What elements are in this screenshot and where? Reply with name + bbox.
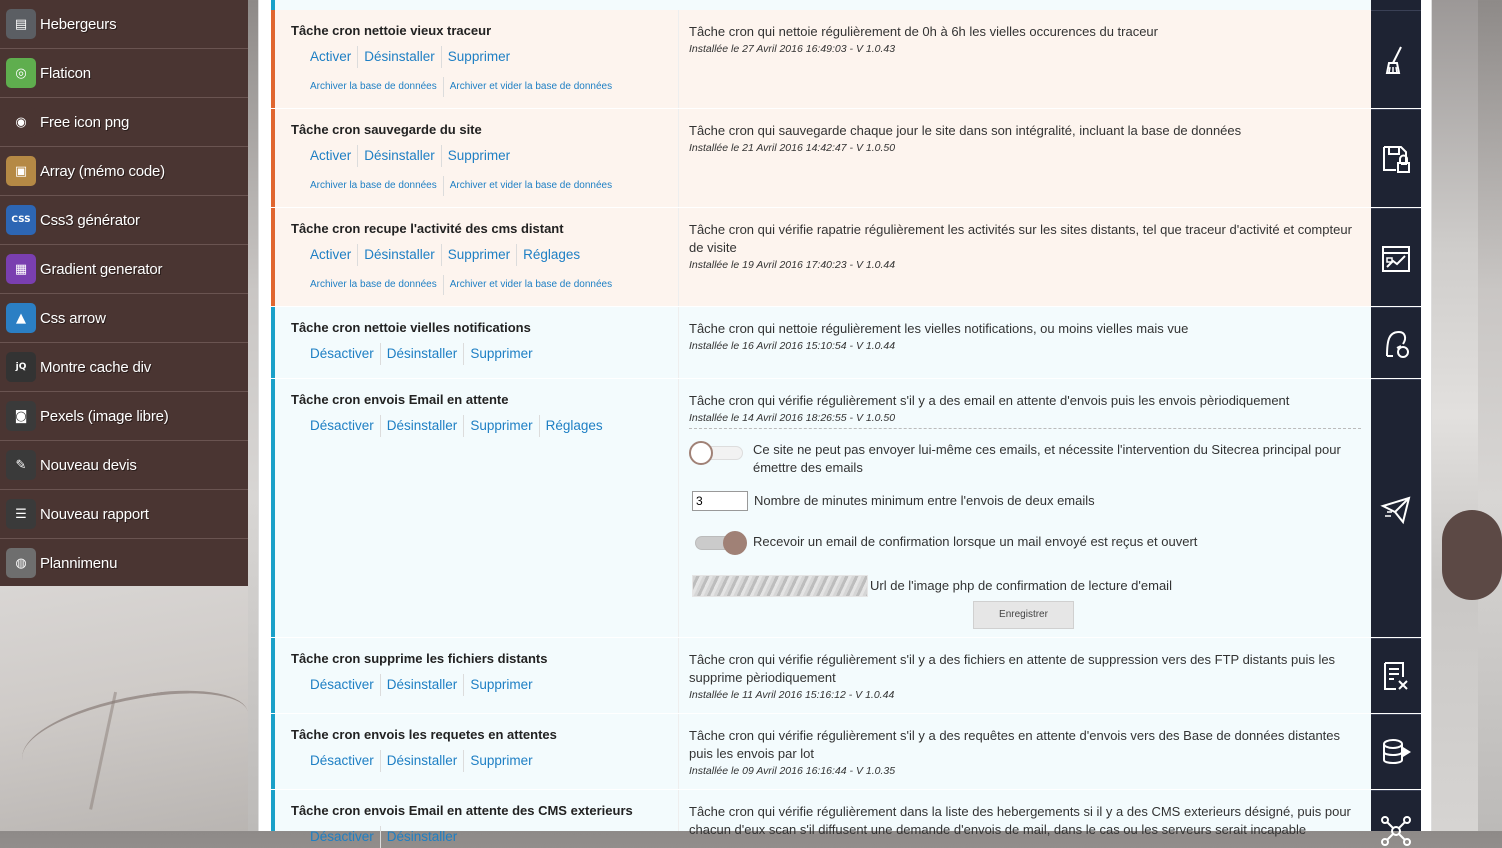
task-install-info: Installée le 27 Avril 2016 16:49:03 - V 1.0.43: [689, 43, 896, 55]
task-info: [679, 638, 1371, 713]
task-side-column: [1371, 307, 1421, 378]
task-title: Tâche cron nettoie vielles notifications: [291, 320, 531, 335]
task-actions: [271, 10, 679, 108]
task-supprimer-link[interactable]: Supprimer: [463, 750, 538, 772]
task-title: Tâche cron nettoie vieux traceur: [291, 23, 492, 38]
task-description: Tâche cron qui vérifie rapatrie régulièrement les activités sur les sites distants, tel que traceur d'activité et compteur de visite: [689, 222, 1352, 255]
task-links: [304, 343, 678, 365]
task-side-column: [1371, 109, 1421, 207]
confirmation-label: Recevoir un email de confirmation lorsque un mail envoyé est reçus et ouvert: [753, 534, 1198, 549]
save-button[interactable]: Enregistrer: [973, 601, 1074, 629]
task-row: [271, 790, 1421, 844]
broom-icon: [1379, 43, 1413, 77]
task-description: Tâche cron qui nettoie régulièrement les vielles notifications, ou moins vielles mais vue: [689, 321, 1189, 336]
self-send-label: Ce site ne peut pas envoyer lui-même ces emails, et nécessite l'intervention du Sitecrea principal pour émettre des emails: [753, 442, 1341, 475]
task-archive-links: [304, 176, 678, 196]
task-desinstaller-link[interactable]: Désinstaller: [380, 750, 464, 772]
task-description: Tâche cron qui vérifie régulièrement dans la liste des hebergements si il y a des CMS exterieurs désigné, puis pour chacun d'eux scan s'il diffusent une demande d'envois de mail, dans le cas ou les serveurs serait incapable: [689, 804, 1351, 837]
task-install-info: Installée le 16 Avril 2016 15:10:54 - V 1.0.44: [689, 340, 896, 352]
archive-and-clear-db-link[interactable]: Archiver et vider la base de données: [443, 176, 618, 196]
vacuum-icon: [1379, 326, 1413, 360]
jquery-icon: jQ: [6, 352, 36, 382]
database-send-icon: [1379, 735, 1413, 769]
task-desactiver-link[interactable]: Désactiver: [310, 829, 374, 844]
task-archive-links: [304, 77, 678, 97]
task-description: Tâche cron qui sauvegarde chaque jour le site dans son intégralité, incluant la base de données: [689, 123, 1242, 138]
task-links: [304, 674, 678, 696]
task-title: Tâche cron envois les requetes en attentes: [291, 727, 557, 742]
task-description: Tâche cron qui vérifie régulièrement s'il y a des requêtes en attente d'envois vers des Base de données distantes puis les envois par lot: [689, 728, 1341, 761]
task-actions: [271, 790, 679, 844]
sidebar-item-pexels-image-libre[interactable]: [0, 392, 248, 441]
task-title: Tâche cron recupe l'activité des cms distant: [291, 221, 564, 236]
task-desactiver-link[interactable]: Désactiver: [310, 753, 374, 768]
task-reglages-link[interactable]: Réglages: [516, 244, 586, 266]
arrow-up-icon: ▲: [6, 303, 36, 333]
task-reglages-link[interactable]: Réglages: [539, 415, 609, 437]
task-actions: [271, 307, 679, 378]
task-row: [271, 307, 1421, 378]
sidebar-item-css-arrow[interactable]: [0, 294, 248, 343]
sidebar-item-gradient-generator[interactable]: [0, 245, 248, 294]
task-supprimer-link[interactable]: Supprimer: [441, 244, 516, 266]
task-desinstaller-link[interactable]: Désinstaller: [380, 826, 464, 848]
task-side-column: [1371, 208, 1421, 306]
setting-minutes: [689, 491, 1361, 511]
task-title: Tâche cron envois Email en attente des CMS exterieurs: [291, 803, 633, 818]
task-row: [271, 714, 1421, 789]
task-activer-link[interactable]: Activer: [310, 148, 352, 163]
task-description: Tâche cron qui nettoie régulièrement de 0h à 6h les vielles occurences du traceur: [689, 24, 1158, 39]
css3-icon: CSS: [6, 205, 36, 235]
flaticon-icon: ◎: [6, 58, 36, 88]
task-links: [304, 750, 678, 772]
sidebar-item-flaticon[interactable]: [0, 49, 248, 98]
url-label: Url de l'image php de confirmation de lecture d'email: [870, 578, 1172, 593]
task-supprimer-link[interactable]: Supprimer: [463, 674, 538, 696]
archive-and-clear-db-link[interactable]: Archiver et vider la base de données: [443, 77, 618, 97]
task-description: Tâche cron qui vérifie régulièrement s'il y a des fichiers en attente de suppression vers des FTP distants puis les supprime pèriodiquement: [689, 652, 1336, 685]
sidebar-item-label: Plannimenu: [40, 554, 118, 572]
task-side-column: [1371, 638, 1421, 713]
task-row: [271, 109, 1421, 207]
setting-self-send: [689, 441, 1361, 477]
archive-db-link[interactable]: Archiver la base de données: [310, 81, 437, 92]
task-row: [271, 379, 1421, 637]
task-activer-link[interactable]: Activer: [310, 247, 352, 262]
cron-task-panel: [258, 0, 1432, 844]
sidebar-item-label: Nouveau rapport: [40, 505, 149, 523]
sidebar-item-array-m-mo-code[interactable]: [0, 147, 248, 196]
task-description: Tâche cron qui vérifie régulièrement s'il y a des email en attente d'envois puis les envois pèriodiquement: [689, 393, 1290, 408]
task-install-info: Installée le 09 Avril 2016 16:16:44 - V 1.0.35: [689, 765, 896, 777]
sidebar: [0, 0, 248, 831]
task-actions: [271, 379, 679, 637]
email-settings: [689, 428, 1361, 628]
task-install-info: Installée le 19 Avril 2016 17:40:23 - V 1.0.44: [689, 259, 896, 271]
plate-icon: ◍: [6, 548, 36, 578]
task-side-column: [1371, 10, 1421, 108]
task-actions: [271, 109, 679, 207]
sidebar-item-label: Hebergeurs: [40, 15, 117, 33]
task-supprimer-link[interactable]: Supprimer: [463, 415, 538, 437]
free-icon-png-icon: ◉: [6, 107, 36, 137]
task-links: [304, 826, 678, 848]
sidebar-item-hebergeurs[interactable]: [0, 0, 248, 49]
task-supprimer-link[interactable]: Supprimer: [463, 343, 538, 365]
background-photo: [0, 586, 248, 831]
task-row: [271, 10, 1421, 108]
task-desactiver-link[interactable]: Désactiver: [310, 346, 374, 361]
task-install-info: Installée le 14 Avril 2016 18:26:55 - V 1.0.50: [689, 412, 896, 424]
task-row-partial: [271, 0, 1371, 10]
task-info: [679, 208, 1371, 306]
task-desinstaller-link[interactable]: Désinstaller: [357, 145, 441, 167]
paper-plane-icon: [1379, 492, 1413, 526]
task-supprimer-link[interactable]: Supprimer: [441, 145, 516, 167]
network-icon: [1379, 814, 1413, 848]
task-activer-link[interactable]: Activer: [310, 49, 352, 64]
side-column-top: [1371, 0, 1421, 10]
report-list-icon: ☰: [6, 499, 36, 529]
task-info: [679, 109, 1371, 207]
server-icon: ▤: [6, 9, 36, 39]
task-row: [271, 638, 1421, 713]
task-links: [304, 145, 678, 167]
sidebar-item-label: Free icon png: [40, 113, 130, 131]
task-install-info: Installée le 21 Avril 2016 14:42:47 - V 1.0.50: [689, 142, 896, 154]
task-side-column: [1371, 790, 1421, 831]
self-send-toggle[interactable]: [689, 441, 745, 463]
chart-window-icon: [1379, 241, 1413, 275]
task-info: [679, 790, 1371, 837]
archive-and-clear-db-link[interactable]: Archiver et vider la base de données: [443, 275, 618, 295]
minutes-input[interactable]: [692, 491, 748, 511]
sidebar-item-free-icon-png[interactable]: [0, 98, 248, 147]
task-info: [679, 10, 1371, 108]
task-install-info: Installée le 11 Avril 2016 15:16:12 - V 1.0.44: [689, 689, 895, 701]
document-edit-icon: ✎: [6, 450, 36, 480]
save-lock-icon: [1379, 142, 1413, 176]
background-photo-right: [1432, 0, 1478, 831]
sidebar-item-nouveau-devis[interactable]: [0, 441, 248, 490]
archive-db-link[interactable]: Archiver la base de données: [310, 279, 437, 290]
sidebar-menu: [0, 0, 248, 588]
task-desactiver-link[interactable]: Désactiver: [310, 418, 374, 433]
task-desinstaller-link[interactable]: Désinstaller: [357, 244, 441, 266]
task-actions: [271, 208, 679, 306]
task-links: [304, 415, 678, 437]
confirmation-toggle[interactable]: [689, 531, 745, 553]
task-desinstaller-link[interactable]: Désinstaller: [380, 343, 464, 365]
task-info: [679, 379, 1371, 637]
task-title: Tâche cron envois Email en attente: [291, 392, 509, 407]
task-side-column: [1371, 379, 1421, 637]
setting-url: [689, 575, 1361, 597]
camera-icon: ◙: [6, 401, 36, 431]
task-links: [304, 46, 678, 68]
task-actions: [271, 638, 679, 713]
task-desinstaller-link[interactable]: Désinstaller: [357, 46, 441, 68]
archive-db-link[interactable]: Archiver la base de données: [310, 180, 437, 191]
task-desactiver-link[interactable]: Désactiver: [310, 677, 374, 692]
sidebar-item-label: Montre cache div: [40, 358, 152, 376]
sidebar-item-montre-cache-div[interactable]: [0, 343, 248, 392]
task-info: [679, 307, 1371, 378]
sidebar-item-label: Css arrow: [40, 309, 106, 327]
minutes-label: Nombre de minutes minimum entre l'envois de deux emails: [754, 493, 1095, 508]
task-info: [679, 714, 1371, 789]
task-desinstaller-link[interactable]: Désinstaller: [380, 674, 464, 696]
sidebar-item-label: Array (mémo code): [40, 162, 165, 180]
task-title: Tâche cron supprime les fichiers distants: [291, 651, 548, 666]
task-desinstaller-link[interactable]: Désinstaller: [380, 415, 464, 437]
sidebar-item-nouveau-rapport[interactable]: [0, 490, 248, 539]
url-input[interactable]: [692, 575, 868, 597]
task-supprimer-link[interactable]: Supprimer: [441, 46, 516, 68]
setting-confirmation: [689, 531, 1361, 553]
sidebar-item-label: Css3 générator: [40, 211, 140, 229]
task-links: [304, 244, 678, 266]
box-icon: ▣: [6, 156, 36, 186]
gradient-icon: ▦: [6, 254, 36, 284]
task-actions: [271, 714, 679, 789]
sidebar-item-plannimenu[interactable]: [0, 539, 248, 588]
sidebar-item-css3-g-n-rator[interactable]: [0, 196, 248, 245]
task-row: [271, 208, 1421, 306]
task-title: Tâche cron sauvegarde du site: [291, 122, 482, 137]
task-side-column: [1371, 714, 1421, 789]
sidebar-item-label: Pexels (image libre): [40, 407, 169, 425]
file-delete-icon: [1379, 659, 1413, 693]
sidebar-item-label: Nouveau devis: [40, 456, 137, 474]
task-archive-links: [304, 275, 678, 295]
sidebar-item-label: Flaticon: [40, 64, 91, 82]
sidebar-item-label: Gradient generator: [40, 260, 163, 278]
